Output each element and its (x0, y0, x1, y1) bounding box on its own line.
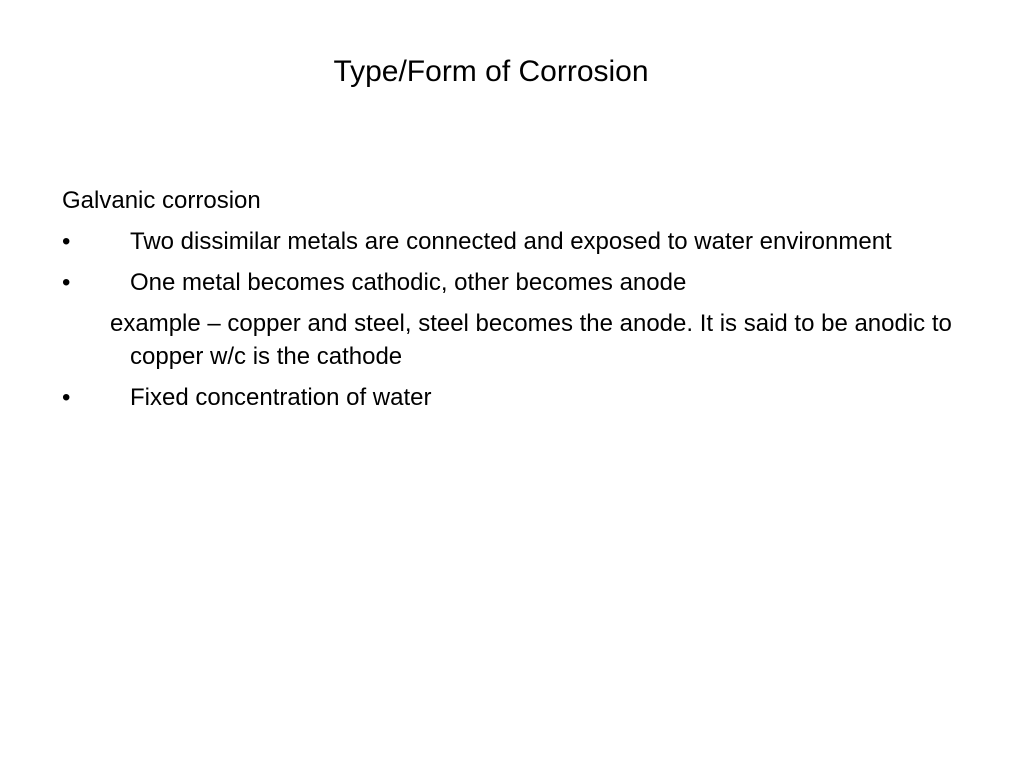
bullet-marker: • (62, 269, 71, 296)
bullet-item (62, 266, 962, 299)
bullet-text: Two dissimilar metals are connected and exposed to water environment (130, 228, 892, 255)
slide-title: Type/Form of Corrosion (333, 55, 649, 88)
bullet-item (62, 381, 962, 414)
section-heading: Galvanic corrosion (62, 187, 261, 214)
bullet-marker: • (62, 384, 71, 411)
bullet-text: Fixed concentration of water (130, 384, 432, 411)
bullet-item (62, 225, 962, 258)
example-note (62, 307, 962, 373)
bullet-text: One metal becomes cathodic, other becomes anode (130, 269, 687, 296)
slide-body (62, 184, 962, 422)
example-text: example – copper and steel, steel becomes the anode. It is said to be anodic to copper w/c is the cathode (110, 310, 952, 370)
bullet-marker: • (62, 228, 71, 255)
